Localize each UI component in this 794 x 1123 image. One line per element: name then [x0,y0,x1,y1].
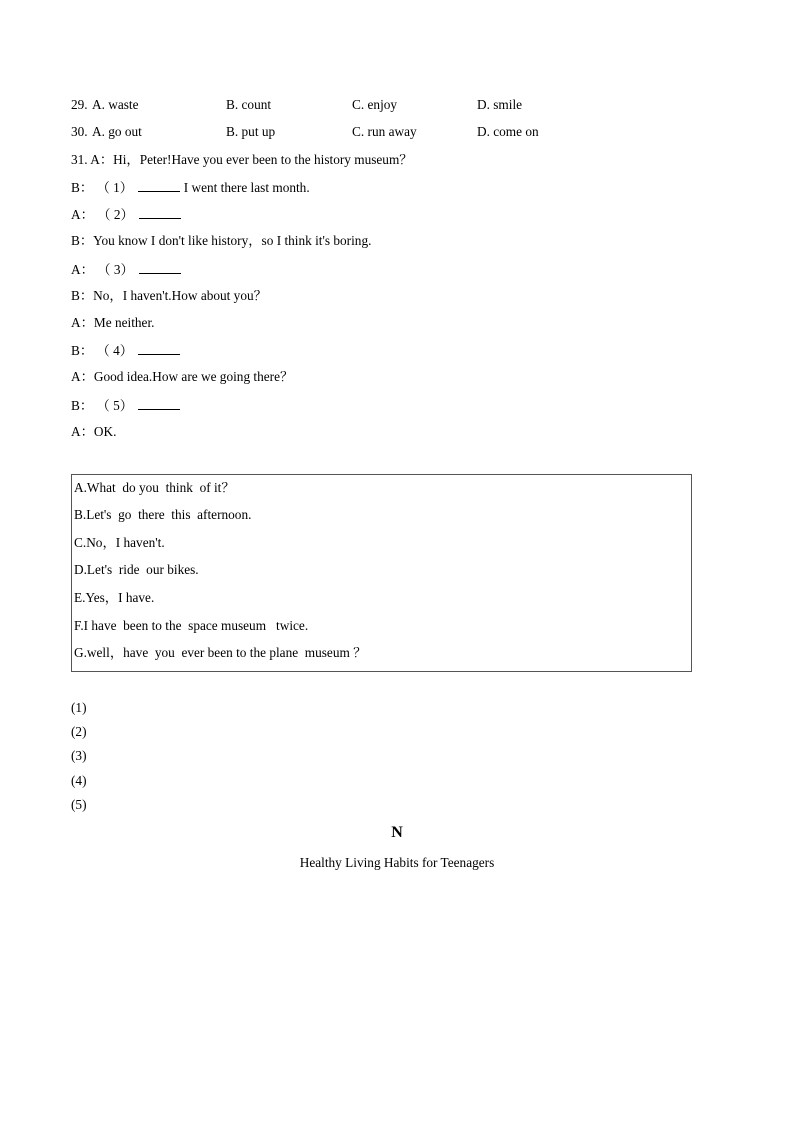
speaker: A： [71,262,94,277]
answer-blank[interactable] [138,397,180,410]
speaker: A： [71,424,94,439]
dialogue-line [71,288,267,304]
speaker: B： [71,288,94,303]
option-c: C. enjoy [352,97,398,112]
speaker: B： [71,343,94,358]
dialogue-line [71,261,181,278]
choice-d: D.Let's ride our bikes. [74,562,199,577]
dialogue-line [71,179,310,196]
blank-number: （ 3） [97,262,134,277]
choice-g: G.well，have you ever been to the plane museum ？ [74,645,367,660]
blank-number: （ 1） [96,180,134,195]
speaker: B： [71,180,94,195]
section-letter: N [391,824,403,841]
choice-a: A.What do you think of it？ [74,480,235,495]
dialogue-text: I went there last month. [183,180,310,195]
answer-2[interactable]: (2) [71,724,87,739]
dialogue-line [71,342,180,359]
speaker: 31. A： [71,152,114,167]
option-a: A. waste [92,97,139,112]
dialogue-text: Good idea.How are we going there？ [93,369,294,384]
choice-b: B.Let's go there this afternoon. [74,507,252,522]
answer-blank[interactable] [139,261,181,274]
option-b: B. count [226,97,272,112]
dialogue-line [71,424,116,440]
section-title: Healthy Living Habits for Teenagers [299,855,495,870]
choices-box [71,474,692,672]
blank-number: （ 2） [97,207,134,222]
dialogue-line [71,315,154,331]
speaker: B： [71,233,94,248]
choice-f: F.I have been to the space museum twice. [74,618,309,633]
answer-blank[interactable] [138,342,180,355]
speaker: A： [71,369,94,384]
answer-5[interactable]: (5) [71,797,87,812]
dialogue-text: Hi，Peter!Have you ever been to the history museum？ [113,152,413,167]
dialogue-text: You know I don't like history，so I think it's boring. [93,233,372,248]
answer-1[interactable]: (1) [71,700,87,715]
question-number: 29. [71,97,88,112]
speaker: B： [71,398,94,413]
dialogue-text: OK. [93,424,117,439]
option-c: C. run away [352,124,417,139]
option-d: D. come on [477,124,539,139]
answer-3[interactable]: (3) [71,748,87,763]
speaker: A： [71,207,94,222]
option-d: D. smile [477,97,523,112]
blank-number: （ 5） [96,398,134,413]
choice-e: E.Yes，I have. [74,590,155,605]
dialogue-text: No，I haven't.How about you？ [93,288,267,303]
dialogue-line [71,206,181,223]
dialogue-text: Me neither. [93,315,155,330]
dialogue-line [71,233,371,249]
dialogue-line [71,152,413,168]
dialogue-line [71,397,180,414]
question-number: 30. [71,124,88,139]
option-a: A. go out [92,124,142,139]
choice-c: C.No，I haven't. [74,535,165,550]
answer-blank[interactable] [138,179,180,192]
blank-number: （ 4） [96,343,134,358]
speaker: A： [71,315,94,330]
answer-blank[interactable] [139,206,181,219]
option-b: B. put up [226,124,276,139]
dialogue-line [71,369,293,385]
answer-4[interactable]: (4) [71,773,87,788]
